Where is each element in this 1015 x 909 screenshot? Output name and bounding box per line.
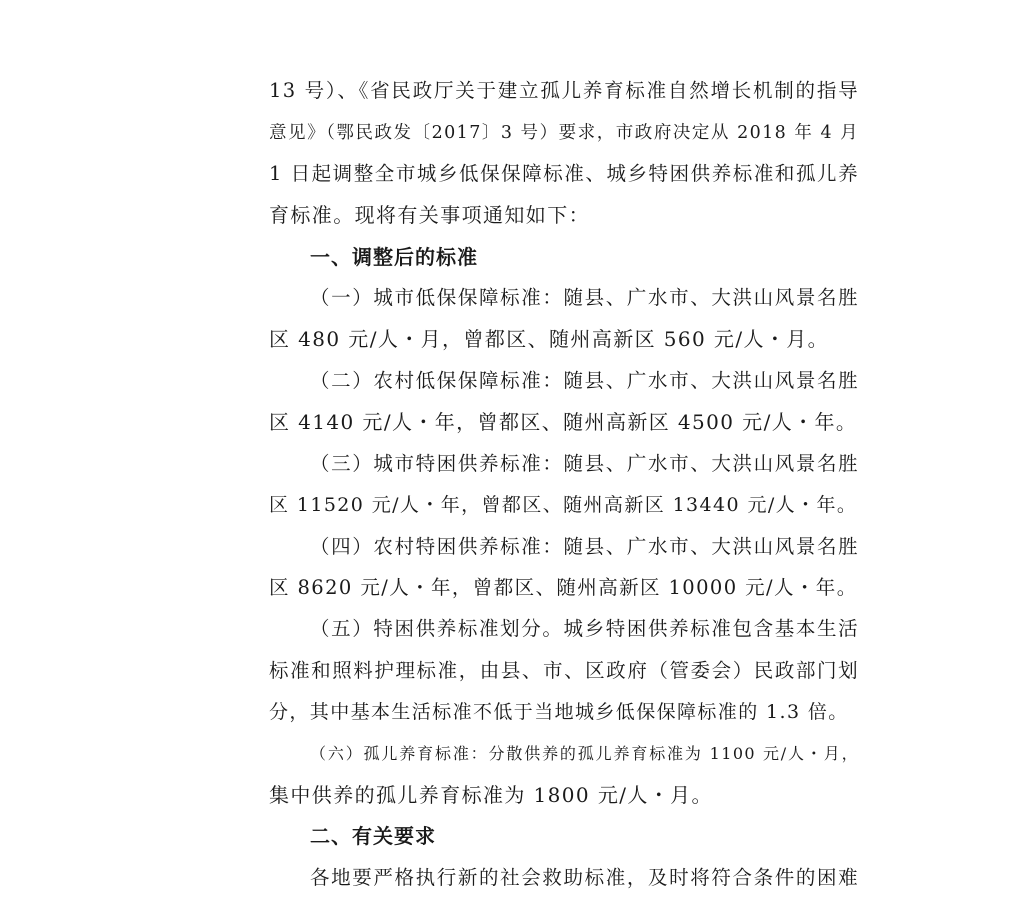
- body-line: 各地要严格执行新的社会救助标准，及时将符合条件的困难: [310, 866, 859, 889]
- section-heading: 二、有关要求: [310, 824, 436, 848]
- body-line: （四）农村特困供养标准：随县、广水市、大洪山风景名胜: [310, 535, 859, 558]
- body-line: 分，其中基本生活标准不低于当地城乡低保保障标准的 1.3 倍。: [269, 701, 849, 723]
- body-line: （三）城市特困供养标准：随县、广水市、大洪山风景名胜: [310, 452, 859, 475]
- body-line: 1 日起调整全市城乡低保保障标准、城乡特困供养标准和孤儿养: [269, 162, 859, 185]
- body-line: （六）孤儿养育标准：分散供养的孤儿养育标准为 1100 元/人・月，: [310, 744, 859, 763]
- body-line: （二）农村低保保障标准：随县、广水市、大洪山风景名胜: [310, 369, 859, 392]
- section-heading: 一、调整后的标准: [310, 245, 478, 269]
- body-line: 集中供养的孤儿养育标准为 1800 元/人・月。: [269, 783, 713, 807]
- body-line: 区 4140 元/人・年，曾都区、随州高新区 4500 元/人・年。: [269, 410, 858, 434]
- body-line: 13 号）、《省民政厅关于建立孤儿养育标准自然增长机制的指导: [269, 79, 859, 102]
- body-line: （五）特困供养标准划分。城乡特困供养标准包含基本生活: [310, 617, 859, 640]
- body-line: 意见》（鄂民政发〔2017〕3 号）要求，市政府决定从 2018 年 4 月: [269, 123, 859, 143]
- body-line: 标准和照料护理标准，由县、市、区政府（管委会）民政部门划: [269, 659, 859, 682]
- body-line: 区 11520 元/人・年，曾都区、随州高新区 13440 元/人・年。: [269, 494, 858, 516]
- body-line: 区 8620 元/人・年，曾都区、随州高新区 10000 元/人・年。: [269, 576, 858, 599]
- body-line: 育标准。现将有关事项通知如下：: [269, 203, 590, 227]
- body-line: （一）城市低保保障标准：随县、广水市、大洪山风景名胜: [310, 286, 859, 309]
- body-line: 区 480 元/人・月，曾都区、随州高新区 560 元/人・月。: [269, 327, 830, 351]
